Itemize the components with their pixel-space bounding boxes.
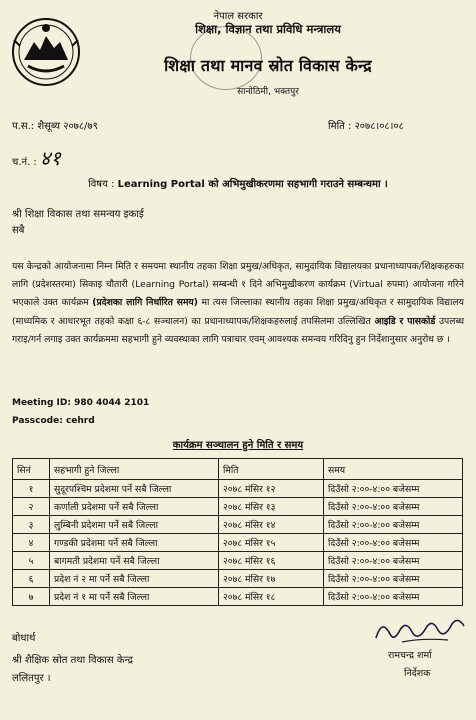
row-date: २०७८ मंसिर १३ [219, 498, 324, 516]
table-row [13, 534, 463, 552]
schedule-table [12, 458, 463, 606]
subject-text: Learning Portal को अभिमुखीकरणमा सहभागी गराउने सम्बन्धमा । [117, 179, 388, 190]
date-label: मिति : [328, 121, 352, 132]
dispatch-number [12, 144, 61, 171]
header-serial: सिनं [13, 459, 50, 480]
body-text-3: उपलब्ध गराइ/गर्न लगाइ उक्त कार्यक्रममा सहभागी हुने व्यवस्थाका लागि पत्राचार एवम् आवश्यक समन्वय गरिदिनु हुन निर्देशानुसार अनुरोध छ । [12, 315, 465, 345]
row-district: सुदूरपश्चिम प्रदेशमा पर्ने सबै जिल्ला [50, 480, 219, 498]
dispatch-value: ४१ [40, 146, 61, 170]
row-date: २०७८ मंसिर १६ [219, 552, 324, 570]
row-district: लुम्बिनी प्रदेशमा पर्ने सबै जिल्ला [50, 516, 219, 534]
table-row [13, 570, 463, 588]
row-date: २०७८ मंसिर १४ [219, 516, 324, 534]
row-serial: १ [13, 480, 50, 498]
subject-label: विषय : [88, 179, 115, 190]
ministry-name: शिक्षा, विज्ञान तथा प्रविधि मन्त्रालय [195, 22, 341, 36]
row-time: दिउँसो २:००-४:०० बजेसम्म [324, 588, 463, 606]
row-time: दिउँसो २:००-४:०० बजेसम्म [324, 516, 463, 534]
row-district: गण्डकी प्रदेशमा पर्ने सबै जिल्ला [50, 534, 219, 552]
government-name: नेपाल सरकार [213, 11, 263, 22]
row-serial: ६ [13, 570, 50, 588]
row-date: २०७८ मंसिर १८ [219, 588, 324, 606]
header-district: सहभागी हुने जिल्ला [50, 459, 219, 480]
dispatch-label: च.नं. : [12, 157, 37, 168]
reference-label: प.स.: [12, 121, 35, 132]
row-serial: ७ [13, 588, 50, 606]
meeting-id: Meeting ID: 980 4044 2101 [12, 398, 150, 408]
table-row [13, 588, 463, 606]
row-district: कर्णाली प्रदेशमा पर्ने सबै जिल्ला [50, 498, 219, 516]
row-serial: ३ [13, 516, 50, 534]
row-district: प्रदेश नं २ मा पर्ने सबै जिल्ला [50, 570, 219, 588]
body-text-1: यस केन्द्रको आयोजनामा निम्न मिति र समयमा स्थानीय तहका शिक्षा प्रमुख/अधिकृत, सामुदायिक विद्यालयका प्रधानाध्यापक/शिक्षकहरुका लागि (प्रदेशस्तरमा) सिकाइ चौतारी (Learning Portal) सम्बन्धी १ दिने अभिमुखीकरण कार्यक्रम (Virtual रुपमा) आयोजना गरिने भएकाले उक्त कार्यक्रम [12, 261, 464, 309]
reference-number [12, 118, 98, 132]
row-serial: ४ [13, 534, 50, 552]
row-serial: २ [13, 498, 50, 516]
date-value: २०७८।०८।०८ [354, 121, 404, 132]
recipient-line-2: सबै [12, 225, 25, 236]
body-text-2: मा त्यस जिल्लाका स्थानीय तहका शिक्षा प्रमुख/अधिकृत र सामुदायिक विद्यालय (माध्यमिक र आधारभूत तहको कक्षा ६-८ सञ्चालन) का प्रधानाध्यापक/शिक्षकहरुलाई तपसिलमा उल्लिखित [12, 297, 465, 327]
cc-label: बोधार्थ [12, 633, 36, 644]
body-bold-2: आइडि र पासकोर्ड [374, 315, 436, 327]
row-date: २०७८ मंसिर १२ [219, 480, 324, 498]
signer-name: रामचन्द्र शर्मा [388, 650, 432, 661]
row-time: दिउँसो २:००-४:०० बजेसम्म [324, 480, 463, 498]
cc-line-1: श्री शैक्षिक स्रोत तथा विकास केन्द्र [12, 655, 133, 666]
row-time: दिउँसो २:००-४:०० बजेसम्म [324, 570, 463, 588]
office-address: सानोठिमी, भक्तपुर [237, 87, 299, 97]
row-serial: ५ [13, 552, 50, 570]
recipient-line-1: श्री शिक्षा विकास तथा समन्वय इकाई [12, 209, 144, 220]
letter-date [328, 118, 404, 132]
cc-line-2: ललितपुर । [12, 673, 51, 684]
row-date: २०७८ मंसिर १५ [219, 534, 324, 552]
body-bold-1: (प्रदेशका लागि निर्धारित समय) [92, 297, 198, 309]
row-date: २०७८ मंसिर १७ [219, 570, 324, 588]
schedule-header-row [13, 459, 463, 480]
letter-subject [0, 176, 476, 190]
letter-body [12, 258, 464, 349]
schedule-title: कार्यक्रम सञ्चालन हुने मिति र समय [172, 440, 304, 451]
header-time: समय [324, 459, 463, 480]
signer-title: निर्देशक [404, 668, 431, 679]
row-district: बागमती प्रदेशमा पर्ने सबै जिल्ला [50, 552, 219, 570]
table-row [13, 480, 463, 498]
table-row [13, 552, 463, 570]
row-time: दिउँसो २:००-४:०० बजेसम्म [324, 498, 463, 516]
table-row [13, 516, 463, 534]
signature-icon [372, 612, 468, 648]
meeting-passcode: Passcode: cehrd [12, 416, 95, 426]
table-row [13, 498, 463, 516]
row-time: दिउँसो २:००-४:०० बजेसम्म [324, 534, 463, 552]
office-name: शिक्षा तथा मानव स्रोत विकास केन्द्र [164, 56, 372, 75]
header-date: मिति [219, 459, 324, 480]
row-district: प्रदेश नं १ मा पर्ने सबै जिल्ला [50, 588, 219, 606]
reference-value: शैसूब्य २०७८/७९ [37, 121, 98, 132]
row-time: दिउँसो २:००-४:०० बजेसम्म [324, 552, 463, 570]
